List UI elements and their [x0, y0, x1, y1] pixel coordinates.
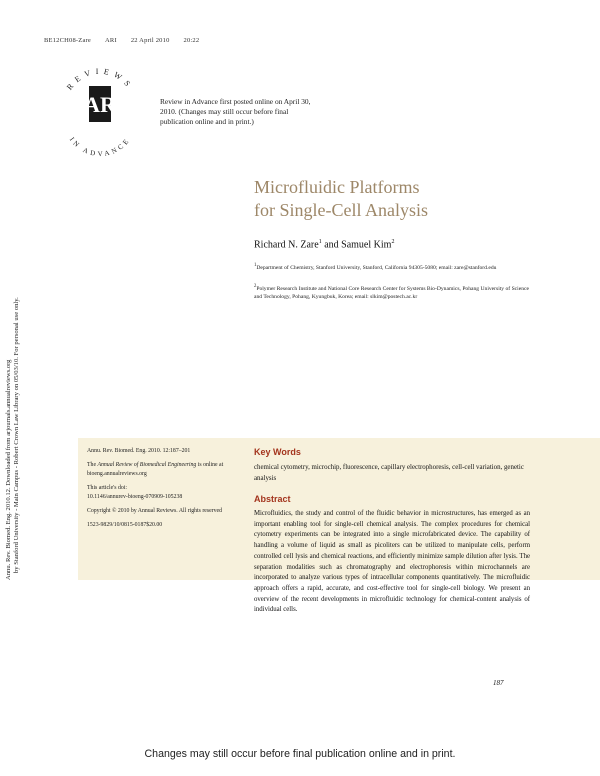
download-sidebar [0, 0, 28, 776]
affiliation-2-text: Polymer Research Institute and National Core Research Center for Systems Bio-Dynamics, Pohang University of Science and Technology, Pohang, Kyungbuk, Korea; email: slkim@postech.ac.kr [254, 285, 529, 301]
header-time: 20:22 [183, 37, 200, 44]
abstract-heading: Abstract [254, 494, 291, 504]
author-list [254, 239, 394, 250]
series-code: ARI [105, 37, 117, 44]
svg-text:IN ADVANCE [68, 136, 132, 158]
title-line-2: for Single-Cell Analysis [254, 200, 428, 220]
affiliation-2 [254, 283, 529, 302]
review-in-advance-note: Review in Advance first posted online on April 30, 2010. (Changes may still occur before final publication online and in print.) [160, 97, 311, 126]
header-date: 22 April 2010 [130, 37, 170, 44]
online-suffix: is online at bioeng.annualreviews.org [87, 462, 224, 477]
keywords-heading: Key Words [254, 447, 301, 457]
logo-letters: AR [84, 92, 116, 117]
author-conjunction: and [321, 239, 342, 251]
article-code: BE12CH08-Zare [44, 37, 92, 44]
author-1-affil-mark: 1 [318, 239, 322, 245]
abstract-text: Microfluidics, the study and control of the fluidic behavior in microstructures, has emerged as an important enabling tool for single-cell chemical analysis. The complex procedures for chemical cytometry experiments can be integrated into a single microfabricated device. The capability of handling a volume of liquid as small as picoliters can be utilized to manipulate cells, perform controlled cell lysis and chemical reactions, and efficiently minimize sample dilution after lysis. The separation modalities such as chromatography and electrophoresis within microchannels are incorporated to analyze various types of intracellular components quantitatively. The microfluidic approach offers a rapid, accurate, and cost-effective tool for single-cell biology. We present an overview of the recent developments in microfluidic technology for chemical-content analysis of individual cells. [254, 510, 530, 614]
reviews-in-advance-logo [56, 60, 144, 160]
citation-block [87, 447, 237, 536]
logo-bottom-text: IN ADVANCE [67, 135, 133, 159]
doi-label: This article's doi: [87, 485, 128, 492]
affiliation-2-mark: 2 [254, 284, 257, 289]
journal-citation: Annu. Rev. Biomed. Eng. 2010. 12:187–201 [87, 448, 191, 454]
journal-name: Annual Review of Biomedical Engineering [97, 462, 197, 469]
author-2: Samuel Kim [341, 239, 392, 251]
affiliation-1 [254, 262, 529, 272]
article-title [254, 176, 574, 222]
page-number: 187 [493, 679, 504, 687]
online-prefix: The [87, 462, 98, 469]
sidebar-line-1: Annu. Rev. Biomed. Eng. 2010.12. Downloaded from arjournals.annualreviews.org [5, 359, 12, 580]
running-header [44, 37, 199, 44]
sidebar-line-2: by Stanford University - Main Campus - Robert Crown Law Library on 05/03/10. For personal use only. [13, 297, 20, 573]
doi-value: 10.1146/annurev-bioeng-070909-105238 [87, 493, 183, 500]
doi-block [87, 484, 237, 501]
affiliation-1-text: Department of Chemistry, Stanford University, Stanford, California 94305-5080; email: zare@stanford.edu [256, 264, 497, 271]
keywords-text: chemical cytometry, microchip, fluorescence, capillary electrophoresis, cell-cell variation, genetic analysis [254, 464, 524, 482]
title-line-1: Microfluidic Platforms [254, 177, 420, 197]
affiliation-1-mark: 1 [254, 263, 257, 268]
logo-top-text: REVIEWS [64, 66, 136, 92]
copyright: Copyright © 2010 by Annual Reviews. All rights reserved [87, 508, 222, 515]
author-2-affil-mark: 2 [391, 239, 395, 245]
publication-footer: Changes may still occur before final publication online and in print. [144, 748, 456, 760]
online-note [87, 461, 237, 478]
issn: 1523-9829/10/0815-0187$20.00 [87, 522, 163, 529]
author-1: Richard N. Zare [254, 239, 319, 251]
